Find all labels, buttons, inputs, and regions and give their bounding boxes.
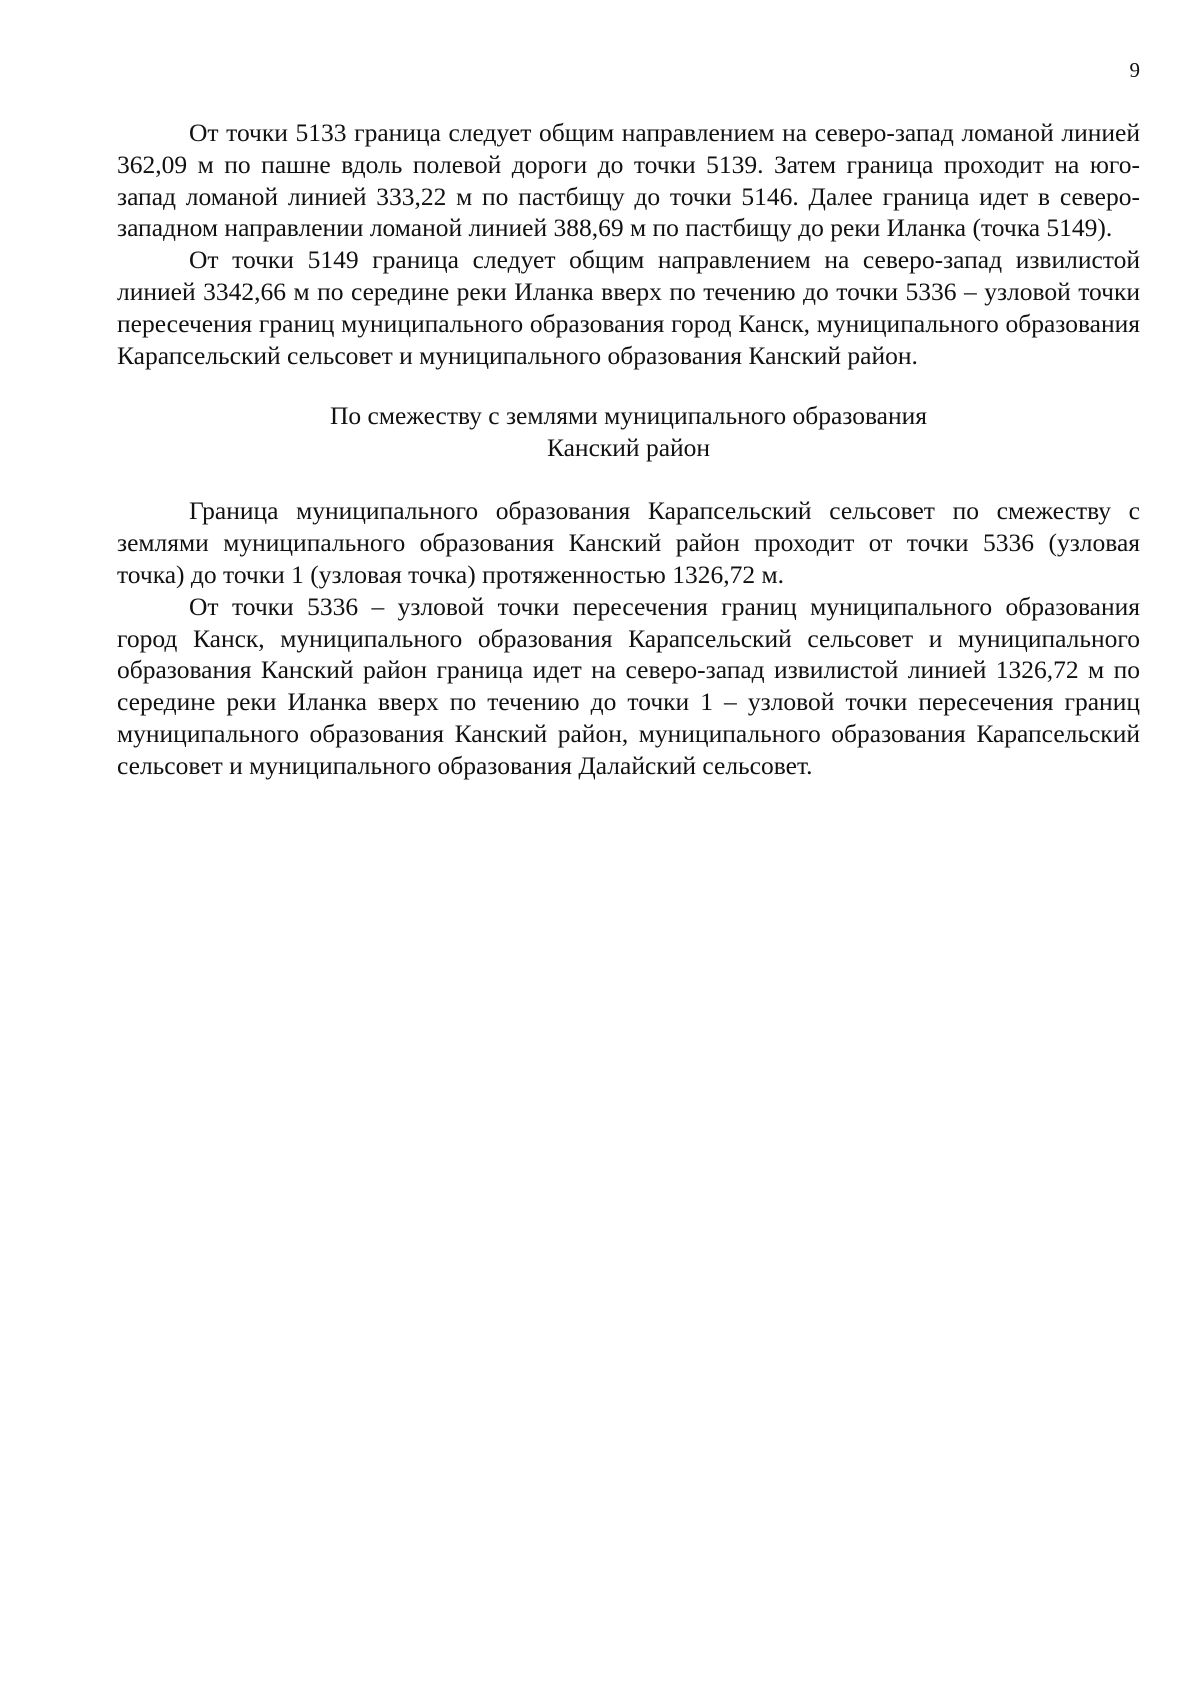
page-number: 9 (1129, 58, 1140, 82)
paragraph-boundary-5149: От точки 5149 граница следует общим направлением на северо-запад извилистой линией 3342,66 м по середине реки Иланка вверх по течению до точки 5336 – узловой точки пересечения границ муниципального образования город Канск, муниципального образования Карапсельский сельсовет и муниципального образования Канский район. (117, 245, 1140, 370)
section-heading (117, 400, 1140, 464)
paragraph-boundary-5133: От точки 5133 граница следует общим направлением на северо-запад ломаной линией 362,09 м по пашне вдоль полевой дороги до точки 5139. Затем граница проходит на юго-запад ломаной линией 333,22 м по пастбищу до точки 5146. Далее граница идет в северо-западном направлении ломаной линией 388,69 м по пастбищу до реки Иланка (точка 5149). (117, 118, 1140, 243)
section-heading-line-1: По смежеству с землями муниципального образования (329, 401, 927, 431)
paragraph-boundary-5336: От точки 5336 – узловой точки пересечения границ муниципального образования город Канск, муниципального образования Карапсельский сельсовет и муниципального образования Канский район граница идет на северо-запад извилистой линией 1326,72 м по середине реки Иланка вверх по течению до точки 1 – узловой точки пересечения границ муниципального образования Канский район, муниципального образования Карапсельский сельсовет и муниципального образования Далайский сельсовет. (117, 591, 1140, 780)
paragraph-border-summary: Граница муниципального образования Карапсельский сельсовет по смежеству с землями муниципального образования Канский район проходит от точки 5336 (узловая точка) до точки 1 (узловая точка) протяженностью 1326,72 м. (117, 496, 1140, 589)
section-heading-line-2: Канский район (546, 433, 711, 463)
document-body (117, 117, 1140, 782)
